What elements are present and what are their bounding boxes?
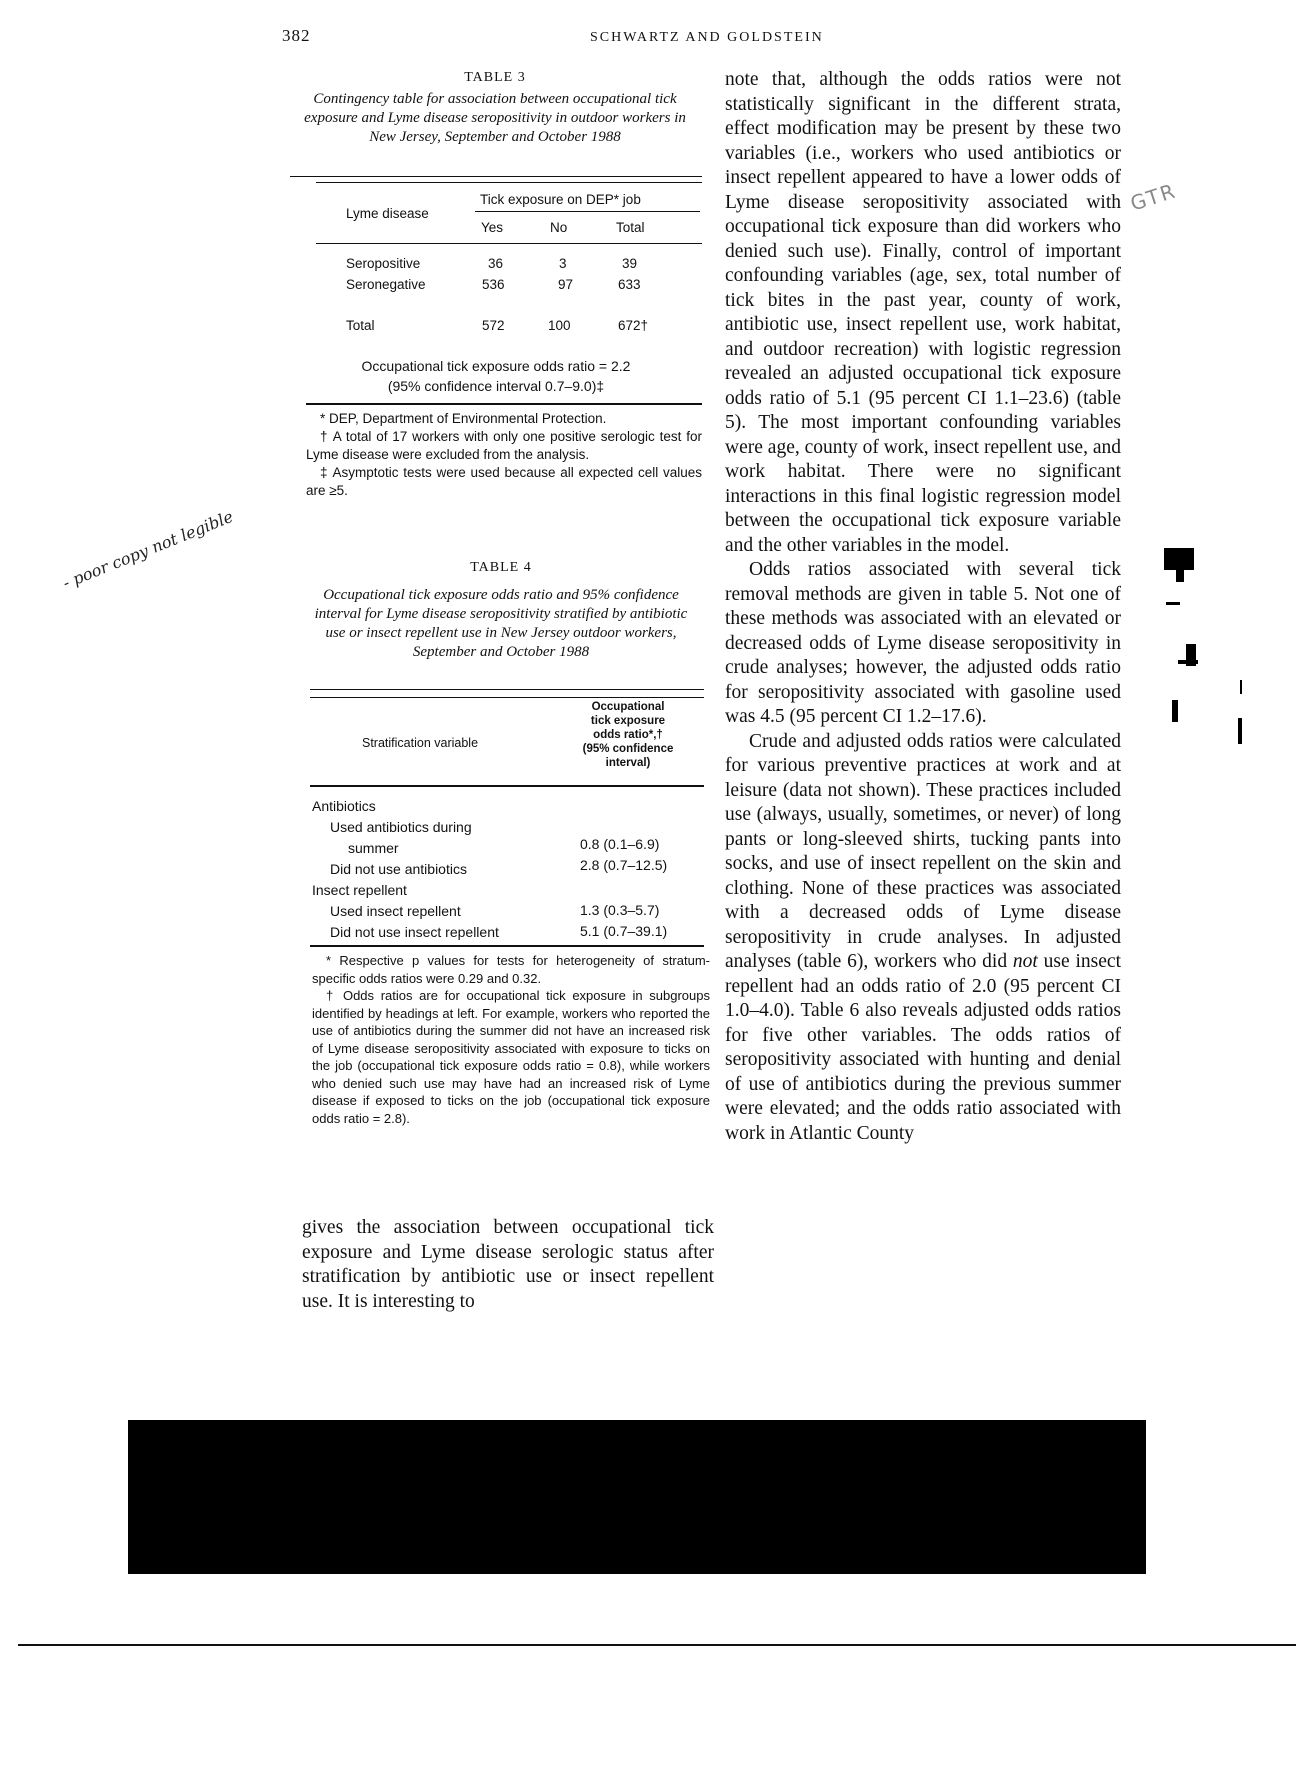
table4-row-label: Did not use insect repellent	[330, 924, 499, 940]
scan-mark	[1166, 602, 1180, 605]
table3-row-label: Seropositive	[346, 256, 421, 271]
scan-mark	[1178, 660, 1198, 664]
paragraph-3-part-a: Crude and adjusted odds ratios were calculated for various preventive practices at work and at leisure (data not shown). These practices included use (always, usually, sometimes, or never) of long pants or long-sleeved shirts, tucking pants into socks, and use of insect repellent on the skin and clothing. None of these practices was associated with a decreased odds of Lyme disease seropositivity in crude analyses. In adjusted analyses (table 6), workers who did	[725, 730, 1121, 972]
table4-label: TABLE 4	[470, 560, 532, 575]
table3-or-line2: (95% confidence interval 0.7–9.0)‡	[387, 378, 605, 394]
table4-footnote: † Odds ratios are for occupational tick exposure in subgroups identified by headings at left. For example, workers who reported the use of antibiotics during the summer did not have an increased risk of Lyme disease seropositivity associated with exposure to ticks on the job (occupational tick exposure odds ratio = 0.8), while workers who denied such use may have had an increased risk of Lyme disease if exposed to ticks on the job (occupational tick exposure odds ratio = 2.8).	[312, 988, 710, 1126]
table3-cell: 97	[558, 277, 574, 292]
table3-row-label: Total	[346, 318, 375, 333]
table3-cell: 672†	[618, 318, 649, 333]
running-head: SCHWARTZ AND GOLDSTEIN	[590, 30, 824, 45]
table3-cell: 3	[559, 256, 567, 271]
table3-footnote: * DEP, Department of Environmental Protection.	[320, 411, 607, 426]
page-bottom-rule	[18, 1644, 1296, 1646]
table3-row-header: Lyme disease	[346, 206, 429, 221]
table4-col-or-line: (95% confidence	[582, 743, 674, 755]
table4-head-rule	[310, 785, 704, 787]
table4-bottom-rule	[310, 945, 704, 947]
italic-not: not	[1012, 951, 1038, 972]
table3-body	[346, 256, 706, 296]
margin-stamp: GTR	[1127, 178, 1180, 216]
table3-group-rule	[475, 211, 700, 212]
table4-footnotes	[312, 952, 710, 1127]
table4-row-label: Used insect repellent	[330, 903, 461, 919]
table4-col-or-line: odds ratio*,†	[593, 729, 663, 741]
paragraph-3-part-b: use insect repellent had an odds ratio of 2.0 (95 percent CI 1.0–4.0). Table 6 also reveals adjusted odds ratios for five other variables. The odds ratios of seropositivity associated with hunting and denial of use of antibiotics during the previous summer were elevated; and the odds ratio associated with work in Atlantic County	[725, 951, 1121, 1144]
table4-col-or	[566, 700, 690, 770]
table4-title: Occupational tick exposure odds ratio and 95% confidence interval for Lyme disease seropositivity stratified by antibiotic use or insect repellent use in New Jersey outdoor workers, September and October 1988	[314, 587, 688, 660]
table3-top-rule	[290, 176, 702, 177]
table4-group-label: Insect repellent	[312, 882, 407, 898]
table3-cell: 36	[488, 256, 504, 271]
table4-group-label: Antibiotics	[312, 798, 376, 814]
table3-label: TABLE 3	[464, 70, 526, 85]
right-paragraph-2: Odds ratios associated with several tick removal methods are given in table 5. Not one of these methods was associated with an elevated or decreased odds of Lyme disease seropositivity in crude analyses; however, the adjusted odds ratio for seropositivity associated with gasoline used was 4.5 (95 percent CI 1.2–17.6).	[725, 559, 1121, 727]
table4-cell: 0.8 (0.1–6.9)	[580, 836, 660, 852]
table3-cell: 39	[622, 256, 638, 271]
table3-footnote: † A total of 17 workers with only one positive serologic test for Lyme disease were excluded from the analysis.	[306, 429, 702, 462]
table3-col-no: No	[550, 220, 568, 235]
table3-footnotes	[306, 410, 702, 500]
table4-top-rule-2	[310, 697, 704, 698]
table3-footnote: ‡ Asymptotic tests were used because all expected cell values are ≥5.	[306, 465, 702, 498]
table4-cell: 5.1 (0.7–39.1)	[580, 923, 668, 939]
left-paragraph: gives the association between occupational tick exposure and Lyme disease serologic status after stratification by antibiotic use or insect repellent use. It is interesting to	[302, 1217, 714, 1312]
redaction-block	[128, 1420, 1146, 1574]
table3-bottom-rule	[306, 403, 702, 405]
table3-title: Contingency table for association between occupational tick exposure and Lyme disease seropositivity in outdoor workers in New Jersey, September and October 1988	[304, 91, 686, 145]
table4-col-or-line: interval)	[605, 757, 651, 769]
scan-mark	[1238, 718, 1242, 744]
right-paragraph-1: note that, although the odds ratios were not statistically significant in the different strata, effect modification may be present by these two variables (i.e., workers who used antibiotics or insect repellent appeared to have a lower odds of Lyme disease seropositivity associated with occupational tick exposure than did workers who denied such use). Finally, control of important confounding variables (age, sex, total number of tick bites in the past year, county of work, antibiotic use, insect repellent use, work habitat, and outdoor recreation) with logistic regression revealed an adjusted occupational tick exposure odds ratio of 5.1 (95 percent CI 1.1–23.6) (table 5). The most important confounding variables were age, county of work, insect repellent use, and work habitat. There were no significant interactions in this final logistic regression model between the occupational tick exposure variable and the other variables in the model.	[725, 69, 1121, 556]
right-column-text	[725, 68, 1121, 1146]
table4-cell: 2.8 (0.7–12.5)	[580, 857, 668, 873]
table4-col-or-line: tick exposure	[590, 715, 666, 727]
table4-body	[312, 797, 712, 947]
table3-col-total: Total	[616, 220, 645, 235]
table3-cell: 572	[482, 318, 505, 333]
scan-mark	[1164, 548, 1194, 570]
scan-mark	[1176, 570, 1184, 582]
table3-cell: 633	[618, 277, 641, 292]
table3-or-line1: Occupational tick exposure odds ratio = 2.2	[361, 358, 631, 374]
table3-caption	[290, 70, 700, 147]
table4-cell: 1.3 (0.3–5.7)	[580, 902, 660, 918]
left-column-text	[302, 1216, 714, 1314]
table3-top-rule-2	[316, 182, 702, 183]
table3-col-yes: Yes	[481, 220, 504, 235]
table4-footnote: * Respective p values for tests for heterogeneity of stratum-specific odds ratios were 0.29 and 0.32.	[312, 953, 710, 986]
table3-head-rule	[316, 243, 702, 244]
table4-row-label: summer	[348, 840, 399, 856]
table4-row-label: Did not use antibiotics	[330, 861, 467, 877]
table4-col-strat: Stratification variable	[362, 736, 479, 750]
page-number: 382	[282, 26, 311, 45]
table4-col-or-line: Occupational	[591, 701, 665, 713]
table3-col-group: Tick exposure on DEP* job	[480, 192, 641, 207]
table3-total-row	[346, 318, 706, 338]
table3-cell: 536	[482, 277, 505, 292]
table3-row-label: Seronegative	[346, 277, 426, 292]
table3-cell: 100	[548, 318, 571, 333]
table4-caption	[296, 560, 706, 662]
right-paragraph-3	[725, 730, 1121, 1147]
handwritten-note: - poor copy not legible	[60, 506, 236, 593]
scan-mark	[1172, 700, 1178, 722]
scan-mark	[1240, 680, 1242, 694]
table4-top-rule	[310, 689, 704, 690]
table3-odds-ratio	[290, 356, 702, 396]
table4-row-label: Used antibiotics during	[330, 819, 472, 835]
